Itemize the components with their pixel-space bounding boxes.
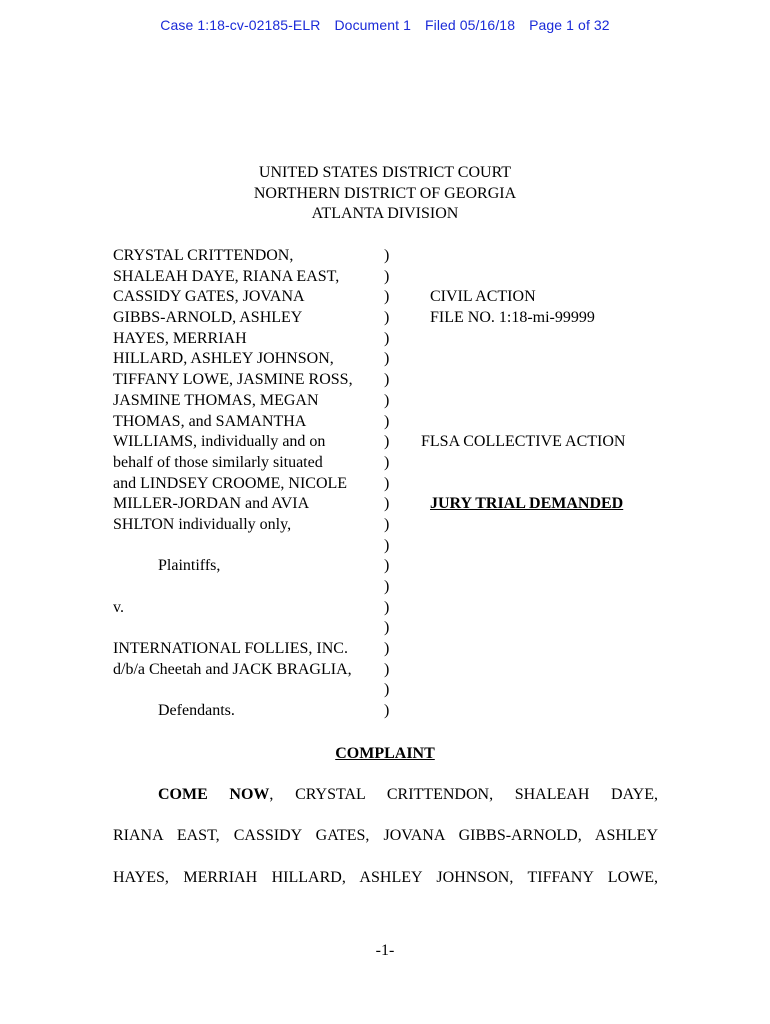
come-now-rest: , CRYSTAL CRITTENDON, SHALEAH DAYE, xyxy=(269,786,658,803)
civil-action-block xyxy=(430,287,595,328)
paren: ) xyxy=(384,702,390,720)
court-district: NORTHERN DISTRICT OF GEORGIA xyxy=(253,184,517,202)
paren: ) xyxy=(384,640,390,658)
case-caption-parties xyxy=(113,246,388,722)
caption-line: MILLER-JORDAN and AVIA xyxy=(113,495,310,513)
paren: ) xyxy=(384,619,390,637)
paren: ) xyxy=(384,474,390,492)
flsa-collective-action: FLSA COLLECTIVE ACTION xyxy=(421,433,626,450)
come-now-text: COME NOW xyxy=(158,786,270,803)
complaint-body-line: HAYES, MERRIAH HILLARD, ASHLEY JOHNSON, TIFFANY LOWE, xyxy=(113,869,658,886)
jury-trial-demanded: JURY TRIAL DEMANDED xyxy=(430,495,624,512)
document-number: Document 1 xyxy=(334,17,411,33)
paren: ) xyxy=(384,578,390,595)
case-number: Case 1:18-cv-02185-ELR xyxy=(160,17,321,33)
page-number: -1- xyxy=(375,942,395,959)
caption-line: GIBBS-ARNOLD, ASHLEY xyxy=(113,309,303,327)
caption-line: SHALEAH DAYE, RIANA EAST, xyxy=(113,267,340,285)
paren: ) xyxy=(384,412,390,430)
paren: ) xyxy=(384,350,390,368)
caption-line: TIFFANY LOWE, JASMINE ROSS, xyxy=(113,371,353,389)
ecf-filing-header xyxy=(0,17,770,33)
paren: ) xyxy=(384,495,390,513)
court-name: UNITED STATES DISTRICT COURT xyxy=(258,164,512,181)
paren: ) xyxy=(384,288,390,306)
caption-line: HAYES, MERRIAH xyxy=(113,329,247,347)
paren: ) xyxy=(384,598,390,616)
caption-blank-line xyxy=(113,680,388,701)
caption-blank-line xyxy=(113,536,388,557)
caption-line: and LINDSEY CROOME, NICOLE xyxy=(113,474,348,492)
paren: ) xyxy=(384,433,390,451)
caption-line: d/b/a Cheetah and JACK BRAGLIA, xyxy=(113,660,352,678)
caption-line: HILLARD, ASHLEY JOHNSON, xyxy=(113,350,334,368)
caption-blank-line xyxy=(113,577,388,598)
file-number: FILE NO. 1:18-mi-99999 xyxy=(430,308,595,326)
page-count: Page 1 of 32 xyxy=(529,17,610,33)
filed-date: Filed 05/16/18 xyxy=(424,17,516,33)
paren: ) xyxy=(384,453,390,471)
civil-action-label: CIVIL ACTION xyxy=(430,288,536,305)
caption-line: WILLIAMS, individually and on xyxy=(113,433,326,451)
paren: ) xyxy=(384,267,390,285)
plaintiffs-label: Plaintiffs, xyxy=(158,557,221,575)
caption-line: CASSIDY GATES, JOVANA xyxy=(113,288,305,306)
court-division: ATLANTA DIVISION xyxy=(311,205,459,222)
paren: ) xyxy=(384,681,390,699)
paren: ) xyxy=(384,371,390,389)
paren: ) xyxy=(384,536,390,554)
paren: ) xyxy=(384,309,390,327)
complaint-body-line: RIANA EAST, CASSIDY GATES, JOVANA GIBBS-ARNOLD, ASHLEY xyxy=(113,827,658,844)
paren: ) xyxy=(384,515,390,533)
caption-blank-line xyxy=(113,618,388,639)
caption-parenthesis-column xyxy=(384,246,394,722)
paren: ) xyxy=(384,329,390,347)
caption-line: INTERNATIONAL FOLLIES, INC. xyxy=(113,640,348,658)
complaint-title: COMPLAINT xyxy=(335,745,435,762)
caption-line: behalf of those similarly situated xyxy=(113,453,323,471)
caption-line: THOMAS, and SAMANTHA xyxy=(113,412,307,430)
court-heading xyxy=(0,163,770,225)
defendants-label: Defendants. xyxy=(158,702,235,720)
paren: ) xyxy=(384,557,390,575)
caption-line: SHLTON individually only, xyxy=(113,515,292,533)
caption-line: JASMINE THOMAS, MEGAN xyxy=(113,391,319,409)
paren: ) xyxy=(384,391,390,409)
complaint-body-line xyxy=(113,786,658,804)
paren: ) xyxy=(384,660,390,678)
versus-label: v. xyxy=(113,598,124,616)
paren: ) xyxy=(384,247,390,264)
caption-line: CRYSTAL CRITTENDON, xyxy=(113,247,294,264)
